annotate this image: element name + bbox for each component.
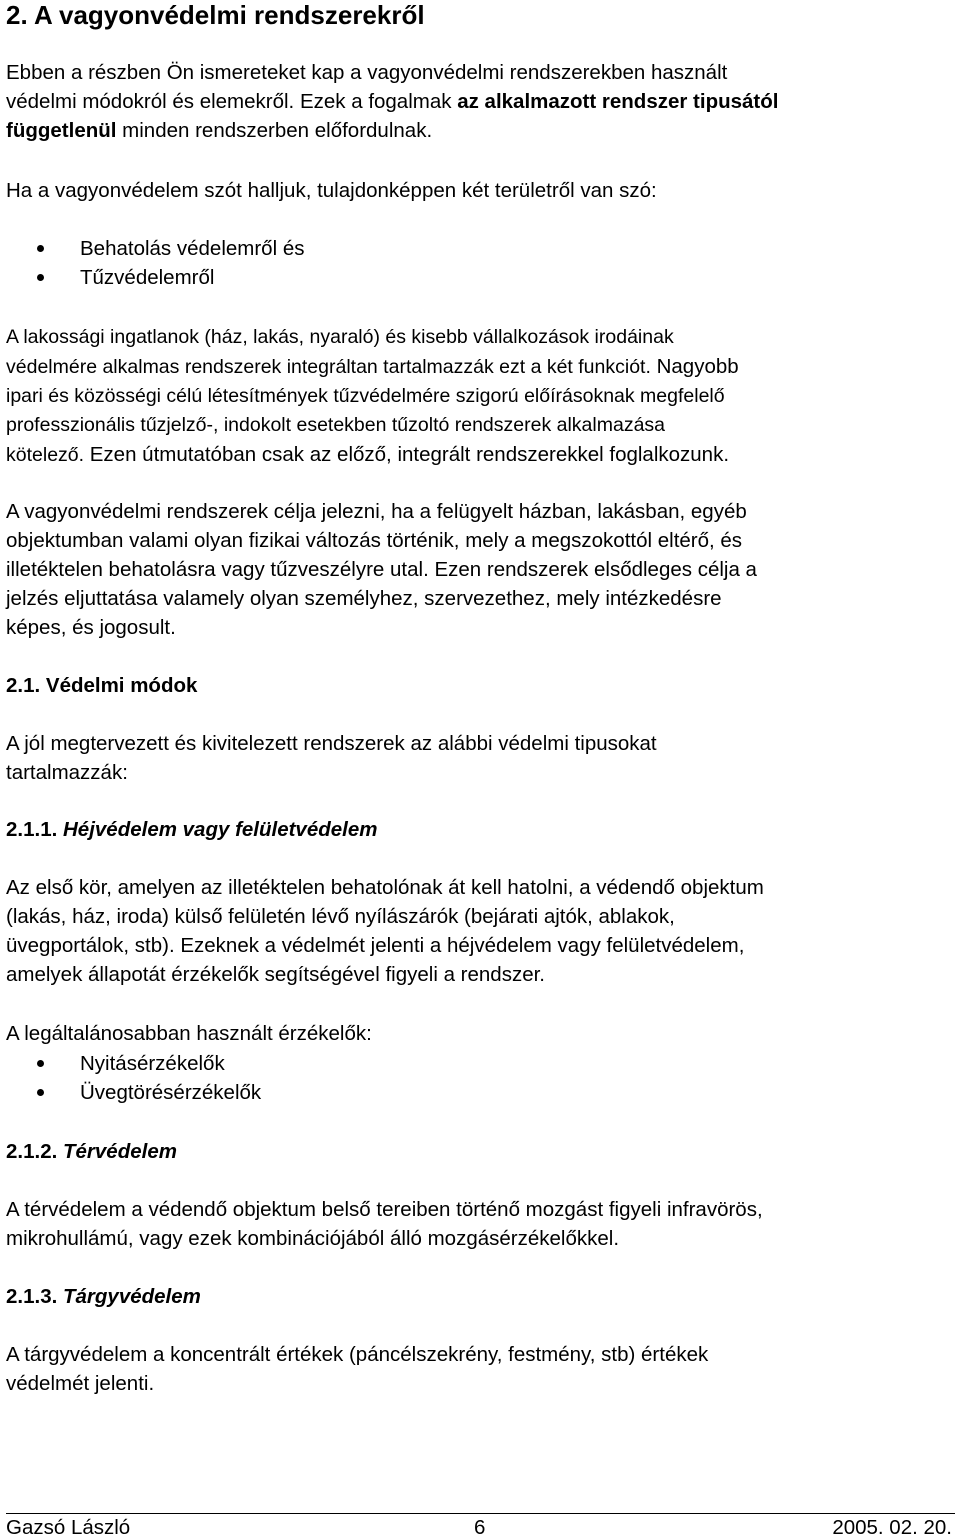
section-title: Térvédelem [63,1140,177,1163]
intro-line-1: Ebben a részben Ön ismereteket kap a vagyonvédelmi rendszerekben használt [6,61,728,84]
purpose-paragraph [6,497,952,642]
intro-line-3-text: minden rendszerben előfordulnak. [116,119,433,142]
bullet-icon [37,1089,44,1096]
list-item [6,1049,261,1078]
paragraph-line: objektumban valami olyan fizikai változás történik, mely a megszokottól eltérő, és [6,529,743,552]
paragraph-line: professzionális tűzjelző-, indokolt esetekben tűzoltó rendszerek alkalmazása [6,414,666,436]
intro-paragraph [6,58,952,145]
paragraph-line: ipari és közösségi célú létesítmények tűzvédelmére szigorú előírásoknak megfelelő [6,385,725,407]
object-paragraph [6,1340,952,1398]
sensors-intro: A legáltalánosabban használt érzékelők: [6,1022,372,1045]
footer-author: Gazsó László [6,1516,131,1539]
paragraph-line: A jól megtervezett és kivitelezett rendszerek az alábbi védelmi tipusokat [6,732,657,755]
space-paragraph [6,1195,952,1253]
paragraph-line-text: kötelező. [6,444,85,466]
footer-date: 2005. 02. 20. [832,1516,952,1539]
intro-bold-phrase: az alkalmazott rendszer tipusától [457,90,779,113]
list-item-text: Üvegtörésérzékelők [80,1081,262,1104]
section-number: 2.1.3. [6,1285,63,1308]
footer-divider [6,1513,955,1514]
paragraph-line: tartalmazzák: [6,761,128,784]
paragraph-line-text: védelmére alkalmas rendszerek integráltan tartalmazzák ezt a két funkciót. [6,356,651,378]
section-2-1-heading [6,671,197,700]
sensors-list [6,1049,261,1107]
bullet-icon [37,245,44,252]
paragraph-line: illetéktelen behatolásra vagy tűzveszélyre utal. Ezen rendszerek elsődleges célja a [6,558,757,581]
paragraph-line: képes, és jogosult. [6,616,176,639]
paragraph-line: üvegportálok, stb). Ezeknek a védelmét jelenti a héjvédelem vagy felületvédelem, [6,934,745,957]
section-2-1-2-heading [6,1137,177,1166]
shell-paragraph [6,873,952,989]
paragraph-line [6,352,952,382]
section-number: 2.1.1. [6,818,63,841]
section-title: Védelmi módok [45,674,198,697]
section-number: 2.1. [6,674,46,697]
intro-line-2 [6,87,952,116]
paragraph-line: amelyek állapotát érzékelők segítségével figyeli a rendszer. [6,963,545,986]
paragraph-line: (lakás, ház, iroda) külső felületén lévő nyílászárók (bejárati ajtók, ablakok, [6,905,675,928]
paragraph-line: A tárgyvédelem a koncentrált értékek (páncélszekrény, festmény, stb) értékek [6,1343,709,1366]
areas-list [6,234,305,292]
section-number: 2.1.2. [6,1140,63,1163]
paragraph-line: mikrohullámú, vagy ezek kombinációjából álló mozgásérzékelőkkel. [6,1227,620,1250]
section-title: Héjvédelem vagy felületvédelem [63,818,378,841]
list-item-text: Tűzvédelemről [80,266,215,289]
section-2-1-3-heading [6,1282,201,1311]
intro-line-3 [6,116,952,145]
section-title: Tárgyvédelem [63,1285,201,1308]
paragraph-line: Az első kör, amelyen az illetéktelen behatolónak át kell hatolni, a védendő objektum [6,876,764,899]
paragraph-line: A lakossági ingatlanok (ház, lakás, nyaraló) és kisebb vállalkozások irodáinak [6,326,674,348]
list-item-text: Nyitásérzékelők [80,1052,225,1075]
list-item-text: Behatolás védelemről és [80,237,305,260]
bullet-icon [37,274,44,281]
list-item [6,234,305,263]
chapter-heading: 2. A vagyonvédelmi rendszerekről [6,0,425,30]
paragraph-line [6,440,952,470]
intro-bold-word: függetlenül [6,119,117,142]
paragraph-line: A térvédelem a védendő objektum belső tereiben történő mozgást figyeli infravörös, [6,1198,763,1221]
list-item [6,1078,261,1107]
areas-intro: Ha a vagyonvédelem szót halljuk, tulajdonképpen két területről van szó: [6,179,657,202]
residential-paragraph [6,323,952,470]
section-2-1-1-heading [6,815,378,844]
list-item [6,263,305,292]
paragraph-line-tail: Nagyobb [650,355,739,378]
paragraph-line: A vagyonvédelmi rendszerek célja jelezni, ha a felügyelt házban, lakásban, egyéb [6,500,747,523]
paragraph-line: védelmét jelenti. [6,1372,155,1395]
paragraph-line: jelzés eljuttatása valamely olyan személyhez, szervezethez, mely intézkedésre [6,587,722,610]
footer-page-number: 6 [474,1516,486,1539]
paragraph-line-tail: Ezen útmutatóban csak az előző, integrált rendszerekkel foglalkozunk. [84,443,730,466]
section-2-1-paragraph [6,729,952,787]
intro-line-2-text: védelmi módokról és elemekről. Ezek a fogalmak [6,90,458,113]
bullet-icon [37,1060,44,1067]
